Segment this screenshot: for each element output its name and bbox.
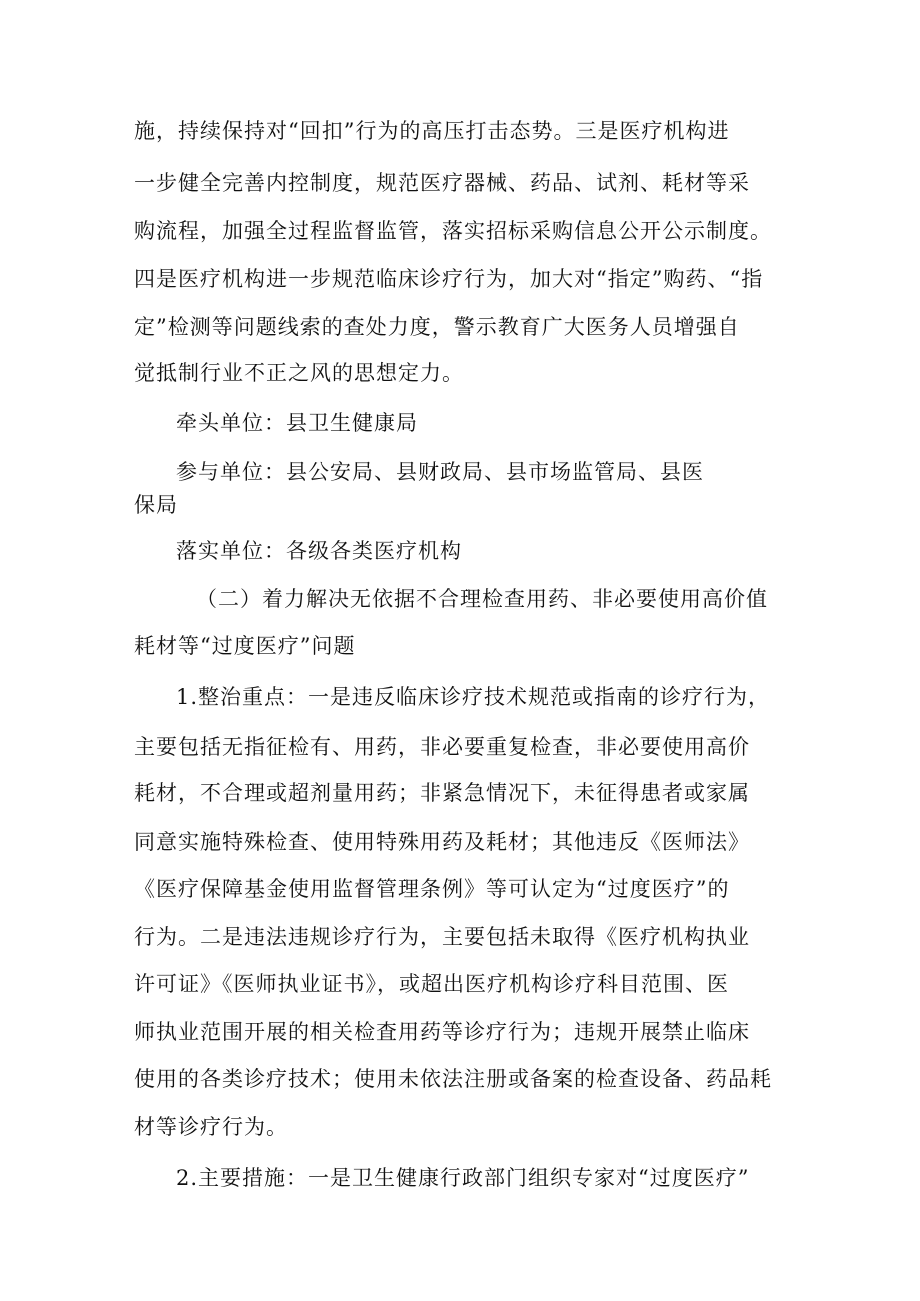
- paragraph-line: 师执业范围开展的相关检査用药等诊疗行为；违规开展禁止临床: [134, 1020, 750, 1044]
- implementing-units-line: 落实单位：各级各类医疗机构: [176, 539, 462, 563]
- paragraph-line: 施，持续保持对“回扣”行为的高压打击态势。三是医疗机构进: [134, 119, 730, 143]
- paragraph-line: 定”检测等问题线索的查处力度，警示教育广大医务人员增强自: [134, 315, 740, 339]
- paragraph-line: 觉抵制行业不正之风的思想定力。: [134, 361, 464, 385]
- paragraph-line: 四是医疗机构进一步规范临床诊疗行为，加大对“指定”购药、“指: [134, 267, 764, 291]
- lead-unit-line: 牵头单位：县卫生健康局: [176, 411, 418, 435]
- participating-units-line-cont: 保局: [134, 493, 178, 517]
- paragraph-line: 许可证》《医师执业证书》，或超出医疗机构诊疗科目范围、医: [134, 972, 729, 996]
- paragraph-line: 《医疗保障基金使用监督管理条例》等可认定为“过度医疗”的: [134, 877, 730, 901]
- paragraph-line: 1.整治重点：一是违反临床诊疗技术规范或指南的诊疗行为，: [176, 685, 771, 709]
- paragraph-line: 同意实施特殊检查、使用特殊用药及耗材；其他违反《医师法》: [134, 830, 750, 854]
- participating-units-line: 参与单位：县公安局、县财政局、县市场监管局、县医: [176, 460, 704, 484]
- section-heading: （二）着力解决无依据不合理检查用药、非必要使用高价值: [196, 587, 768, 611]
- paragraph-line: 一步健全完善内控制度，规范医疗器械、药品、试剂、耗材等采: [134, 171, 750, 195]
- paragraph-line: 材等诊疗行为。: [134, 1115, 288, 1139]
- paragraph-line: 购流程，加强全过程监督监管，落实招标采购信息公开公示制度。: [134, 219, 772, 243]
- paragraph-line: 2.主要措施：一是卫生健康行政部门组织专家对“过度医疗”: [176, 1166, 750, 1190]
- paragraph-line: 主要包括无指征检有、用药，非必要重复检查，非必要使用高价: [134, 735, 750, 759]
- paragraph-line: 行为。二是违法违规诊疗行为，主要包括未取得《医疗机构执业: [134, 925, 750, 949]
- section-heading-cont: 耗材等“过度医疗”问题: [134, 634, 356, 658]
- paragraph-line: 耗材，不合理或超剂量用药；非紧急情况下，未征得患者或家属: [134, 781, 750, 805]
- paragraph-line: 使用的各类诊疗技术；使用未依法注册或备案的检查设备、药品耗: [134, 1067, 772, 1091]
